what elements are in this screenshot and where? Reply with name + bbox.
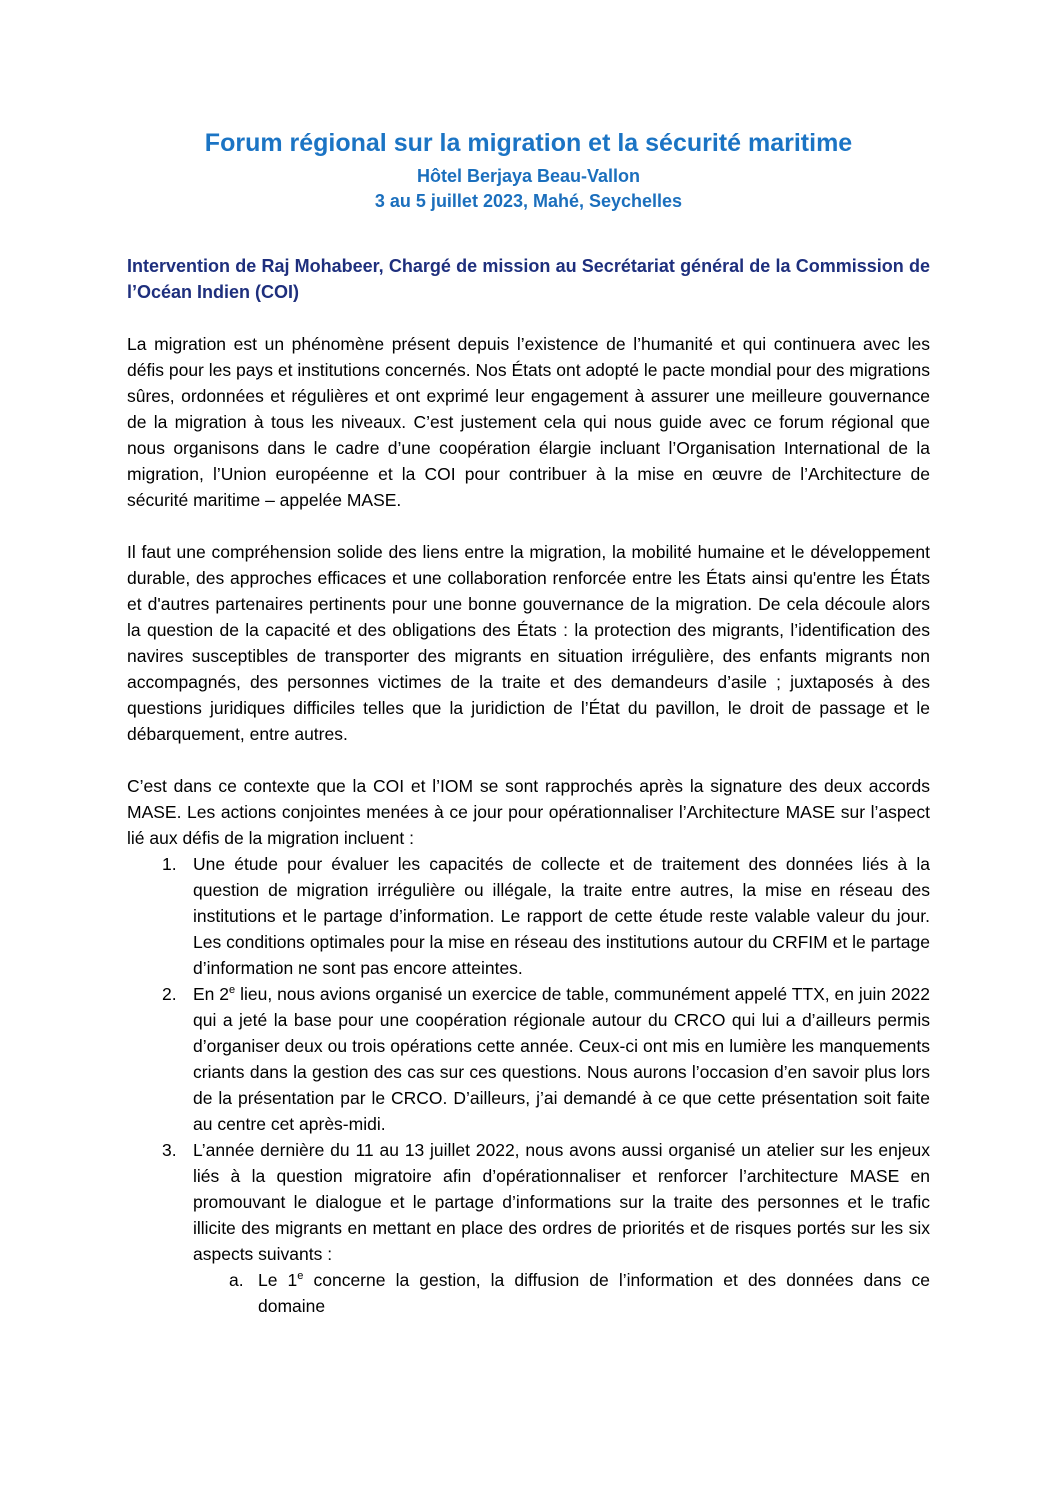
paragraph-comprehension: Il faut une compréhension solide des liens entre la migration, la mobilité humaine et le développement durable, des approches efficaces et une collaboration renforcée entre les États ainsi qu'entre les États et d'autres partenaires pertinents pour une bonne gouvernance de la migration. De cela découle alors la question de la capacité et des obligations des États : la protection des migrants, l’identification des navires susceptibles de transporter des migrants en situation irrégulière, des enfants migrants non accompagnés, des personnes victimes de la traite et des demandeurs d’asile ; juxtaposés à des questions juridiques difficiles telles que la juridiction de l’État du pavillon, le droit de passage et le débarquement, entre autres. <box>127 542 930 744</box>
document-title: Forum régional sur la migration et la sécurité maritime <box>204 129 853 157</box>
list-marker-3: 3. <box>162 1140 177 1160</box>
list-item-2-text-start: En 2 <box>193 984 230 1004</box>
superscript-e: e <box>297 1270 304 1283</box>
list-item-3 <box>127 1137 930 1267</box>
list-item-3-text: L’année dernière du 11 au 13 juillet 2022, nous avons aussi organisé un atelier sur les enjeux liés à la question migratoire afin d’opérationnaliser et renforcer l’architecture MASE en promouvant le dialogue et le partage d’informations sur la traite des personnes et le trafic illicite des migrants en mettant en place des ordres de priorités et de risques portés sur les six aspects suivants : <box>193 1140 930 1264</box>
paragraph-context-coi-iom: C’est dans ce contexte que la COI et l’IOM se sont rapprochés après la signature des deux accords MASE. Les actions conjointes menées à ce jour pour opérationnaliser l’Architecture MASE sur l’aspect lié aux défis de la migration incluent : <box>127 776 930 848</box>
list-marker-2: 2. <box>162 984 177 1004</box>
superscript-e: e <box>229 984 236 997</box>
speaker-heading: Intervention de Raj Mohabeer, Chargé de mission au Secrétariat général de la Commission de l’Océan Indien (COI) <box>127 256 930 302</box>
paragraph-migration-intro: La migration est un phénomène présent depuis l’existence de l’humanité et qui continuera avec les défis pour les pays et institutions concernés. Nos États ont adopté le pacte mondial pour des migrations sûres, ordonnées et régulières et ont exprimé leur engagement à assurer une meilleure gouvernance de la migration à tous les niveaux. C’est justement cela qui nous guide avec ce forum régional que nous organisons dans le cadre d’une coopération élargie incluant l’Organisation International de la migration, l’Union européenne et la COI pour contribuer à la mise en œuvre de l’Architecture de sécurité maritime – appelée MASE. <box>127 334 930 510</box>
list-item-1 <box>127 851 930 981</box>
ordered-list <box>127 851 930 1319</box>
sub-list-marker-a: a. <box>229 1270 244 1290</box>
list-marker-1: 1. <box>162 854 177 874</box>
venue-line: Hôtel Berjaya Beau-Vallon <box>416 166 641 186</box>
sub-list-item-a <box>127 1267 930 1319</box>
sub-list-item-a-text-rest: concerne la gestion, la diffusion de l’information et des données dans ce domaine <box>258 1270 930 1316</box>
list-item-2 <box>127 981 930 1137</box>
date-line: 3 au 5 juillet 2023, Mahé, Seychelles <box>374 191 683 211</box>
list-item-2-text-rest: lieu, nous avions organisé un exercice de table, communément appelé TTX, en juin 2022 qui a jeté la base pour une coopération régionale autour du CRCO qui lui a d’ailleurs permis d’organiser deux ou trois opérations cette année. Ceux-ci ont mis en lumière les manquements criants dans la gestion des cas sur ces questions. Nous aurons l’occasion d’en savoir plus lors de la présentation par le CRCO. D’ailleurs, j’ai demandé à ce que cette présentation soit faite au centre cet après-midi. <box>193 984 930 1134</box>
sub-list-item-a-text-start: Le 1 <box>258 1270 298 1290</box>
list-item-1-text: Une étude pour évaluer les capacités de collecte et de traitement des données liés à la question de migration irrégulière ou illégale, la traite entre autres, la mise en réseau des institutions et le partage d’information. Le rapport de cette étude reste valable valeur du jour. Les conditions optimales pour la mise en réseau des institutions autour du CRFIM et le partage d’information ne sont pas encore atteintes. <box>193 854 930 978</box>
